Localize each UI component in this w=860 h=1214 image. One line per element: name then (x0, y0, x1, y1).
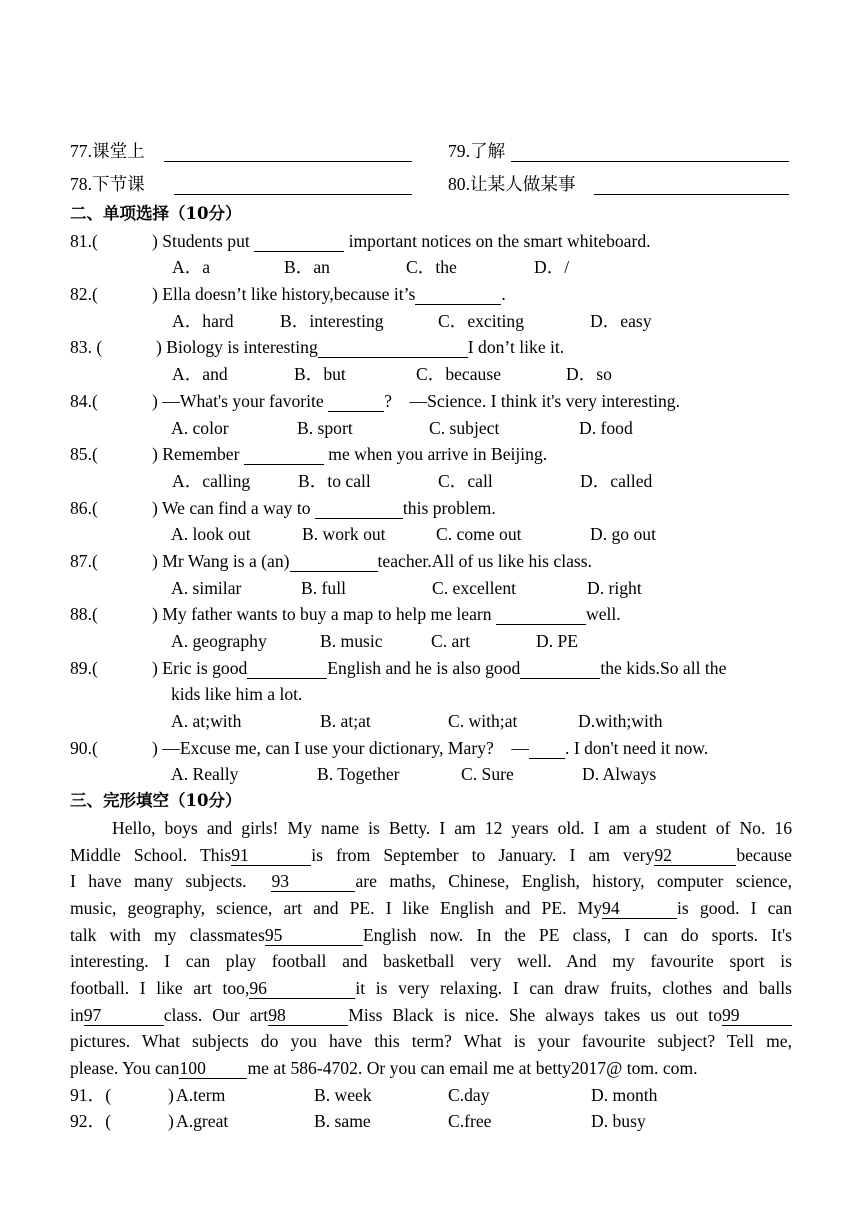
question-86 (70, 495, 792, 522)
answer-paren-close: ) (152, 657, 158, 678)
question-number: 83. ( (70, 337, 103, 358)
answer-blank[interactable] (244, 445, 324, 465)
answer-blank[interactable] (415, 285, 501, 305)
options-90 (70, 761, 792, 788)
option-d[interactable]: D．/ (534, 257, 570, 278)
answer-paren-close: ) (156, 337, 162, 358)
option-d[interactable]: D. go out (590, 524, 656, 545)
answer-blank-79[interactable] (511, 161, 789, 162)
option-c[interactable]: C. excellent (432, 577, 517, 598)
question-text: My father wants to buy a map to help me learn (162, 604, 492, 625)
section-heading-multiple-choice: 二、单项选择（10分） (70, 204, 242, 223)
question-text: teacher.All of us like his class. (377, 550, 593, 571)
passage-line: talk with my classmates95 English now. In the PE class, I can do sports. It's (70, 924, 792, 945)
question-number: 88.( (70, 604, 98, 625)
answer-blank-77[interactable] (164, 161, 412, 162)
option-d[interactable]: D．easy (590, 310, 652, 331)
option-b[interactable]: B. sport (297, 417, 353, 438)
question-text: ? —Science. I think it's very interesting. (384, 390, 680, 411)
question-number: 85.( (70, 444, 98, 465)
option-d[interactable]: D. month (591, 1084, 658, 1105)
options-84 (70, 415, 792, 442)
option-a[interactable]: A. similar (171, 577, 242, 598)
answer-blank[interactable] (254, 232, 344, 252)
options-83 (70, 361, 792, 388)
question-text: kids like him a lot. (171, 684, 303, 705)
question-85 (70, 441, 792, 468)
cloze-blank-91[interactable]: 91 (231, 846, 311, 866)
answer-paren-close: ) (152, 390, 158, 411)
question-text: . I don't need it now. (565, 737, 709, 758)
cloze-blank-98[interactable]: 98 (268, 1006, 348, 1026)
option-d[interactable]: D．called (580, 470, 653, 491)
question-text: English and he is also good (327, 657, 521, 678)
options-89 (70, 708, 792, 735)
option-b[interactable]: B. same (314, 1111, 371, 1132)
option-c[interactable]: C. Sure (461, 764, 514, 785)
option-d[interactable]: D. Always (582, 764, 657, 785)
option-a[interactable]: A．calling (172, 470, 251, 491)
option-a[interactable]: A.term (176, 1084, 226, 1105)
option-a[interactable]: A．hard (172, 310, 234, 331)
question-89 (70, 655, 792, 682)
answer-blank[interactable] (315, 499, 403, 519)
option-d[interactable]: D．so (566, 364, 612, 385)
question-number: 81.( (70, 230, 98, 251)
question-number: 82.( (70, 284, 98, 305)
answer-blank-78[interactable] (174, 194, 412, 195)
option-c[interactable]: C.free (448, 1111, 492, 1132)
options-82 (70, 308, 792, 335)
options-86 (70, 521, 792, 548)
option-a[interactable]: A. look out (171, 524, 251, 545)
question-text: Remember (162, 444, 240, 465)
question-83 (70, 334, 792, 361)
question-text: important notices on the smart whiteboard. (348, 230, 651, 251)
answer-paren-close: ) (152, 497, 158, 518)
question-text: —What's your favorite (162, 390, 324, 411)
question-87 (70, 548, 792, 575)
passage-line: in97 class. Our art98 Miss Black is nice. She always takes us out to99 (70, 1002, 792, 1029)
question-88 (70, 601, 792, 628)
vocab-label-80: 80.让某人做某事 (448, 174, 576, 194)
question-81 (70, 228, 792, 255)
passage-line: music, geography, science, art and PE. I like English and PE. My94 is good. I can (70, 897, 792, 918)
answer-paren-close: ) (152, 284, 158, 305)
cloze-blank-99[interactable]: 99 (722, 1006, 792, 1026)
option-a[interactable]: A．and (172, 364, 228, 385)
question-text: the kids.So all the (600, 657, 727, 678)
cloze-blank-94[interactable]: 94 (602, 899, 677, 919)
option-a[interactable]: A.great (176, 1111, 229, 1132)
option-b[interactable]: B．interesting (280, 310, 384, 331)
cloze-blank-96[interactable]: 96 (249, 979, 355, 999)
option-d[interactable]: D. PE (536, 631, 579, 651)
answer-paren-close: ) (152, 604, 158, 625)
option-b[interactable]: B．but (294, 364, 346, 385)
worksheet-page (70, 135, 792, 1135)
cloze-blank-97[interactable]: 97 (84, 1006, 164, 1026)
option-a[interactable]: A. at;with (171, 711, 242, 732)
option-b[interactable]: B．to call (298, 470, 371, 491)
question-89-continued (70, 681, 792, 708)
question-text: I don’t like it. (467, 337, 565, 358)
cloze-blank-100[interactable]: 100 (179, 1059, 247, 1079)
option-c[interactable]: C. subject (429, 417, 500, 438)
vocab-row-78-80 (70, 168, 792, 201)
answer-blank-1[interactable] (247, 659, 327, 679)
question-number: 90.( (70, 737, 98, 758)
question-number: 87.( (70, 550, 98, 571)
option-b[interactable]: B．an (284, 257, 330, 278)
options-85 (70, 468, 792, 495)
answer-paren-close: ) (168, 1111, 174, 1132)
question-84 (70, 388, 792, 415)
vocab-row-77-79 (70, 135, 792, 168)
question-text: —Excuse me, can I use your dictionary, Mary? — (162, 737, 530, 758)
answer-blank[interactable] (328, 392, 384, 412)
answer-blank[interactable] (290, 552, 378, 572)
question-number: 89.( (70, 657, 98, 678)
option-a[interactable]: A．a (172, 257, 211, 278)
question-text: We can find a way to (161, 497, 311, 518)
question-text: Students put (162, 230, 250, 251)
question-91 (70, 1082, 792, 1109)
option-b[interactable]: B. at;at (320, 711, 371, 732)
option-a[interactable]: A. Really (171, 764, 239, 785)
answer-blank[interactable] (318, 338, 468, 358)
question-number: 91．( (70, 1084, 112, 1105)
question-number: 86.( (70, 497, 98, 518)
answer-paren-close: ) (152, 550, 158, 571)
passage-line: interesting. I can play football and basketball very well. And my favourite sport is (70, 951, 792, 972)
option-b[interactable]: B. week (314, 1084, 372, 1105)
question-92 (70, 1108, 792, 1135)
option-c[interactable]: C．call (438, 470, 493, 491)
option-d[interactable]: D. right (587, 577, 642, 598)
option-b[interactable]: B. music (320, 631, 383, 651)
cloze-blank-95[interactable]: 95 (265, 926, 363, 946)
question-text: Mr Wang is a (an) (162, 550, 290, 571)
option-d[interactable]: D. food (579, 417, 633, 438)
passage-line: I have many subjects. 93 are maths, Chinese, English, history, computer science, (70, 871, 793, 892)
vocab-label-77: 77.课堂上 (70, 141, 145, 161)
options-88 (70, 628, 792, 655)
option-c[interactable]: C．exciting (438, 310, 525, 331)
option-c[interactable]: C. art (431, 631, 471, 651)
option-c[interactable]: C.day (448, 1084, 490, 1105)
option-a[interactable]: A. geography (171, 631, 267, 651)
option-c[interactable]: C. come out (436, 524, 522, 545)
vocab-label-78: 78.下节课 (70, 174, 145, 194)
question-text: Ella doesn’t like history,because it’s (162, 284, 416, 305)
option-b[interactable]: B. Together (317, 764, 400, 785)
passage-line: Middle School. This91 is from September to January. I am very92 because (70, 844, 792, 865)
passage-line: Hello, boys and girls! My name is Betty. I am 12 years old. I am a student of No. 16 (112, 817, 792, 838)
cloze-blank-92[interactable]: 92 (654, 846, 736, 866)
options-87 (70, 575, 792, 602)
option-c[interactable]: C．the (406, 257, 457, 278)
answer-paren-close: ) (168, 1084, 174, 1105)
passage-line: please. You can100 me at 586-4702. Or you can email me at betty2017@ tom. com. (70, 1058, 698, 1078)
question-number: 84.( (70, 390, 98, 411)
option-b[interactable]: B. full (301, 577, 346, 598)
question-text: this problem. (402, 497, 496, 518)
option-c[interactable]: C. with;at (448, 711, 518, 732)
options-81 (70, 254, 792, 281)
option-a[interactable]: A. color (171, 417, 229, 438)
option-d[interactable]: D. busy (591, 1111, 646, 1132)
option-c[interactable]: C．because (416, 364, 502, 385)
question-number: 92．( (70, 1111, 112, 1132)
option-d[interactable]: D.with;with (578, 711, 663, 732)
answer-blank-80[interactable] (594, 194, 789, 195)
passage-line: football. I like art too,96 it is very relaxing. I can draw fruits, clothes and balls (70, 977, 792, 998)
question-90 (70, 735, 792, 762)
option-b[interactable]: B. work out (302, 524, 386, 545)
answer-paren-close: ) (152, 230, 158, 251)
answer-blank[interactable] (496, 605, 586, 625)
cloze-blank-93[interactable]: 93 (271, 872, 355, 892)
question-82 (70, 281, 792, 308)
question-text: . (501, 284, 506, 305)
answer-paren-close: ) (152, 444, 158, 465)
question-text: well. (585, 604, 621, 625)
answer-blank-2[interactable] (520, 659, 600, 679)
passage-line: pictures. What subjects do you have this term? What is your favourite subject? Tell me, (70, 1031, 792, 1052)
vocab-label-79: 79.了解 (448, 141, 506, 161)
answer-paren-close: ) (152, 737, 158, 758)
question-text: me when you arrive in Beijing. (328, 444, 548, 465)
section-heading-cloze: 三、完形填空（10分） (70, 791, 242, 811)
question-text: Eric is good (162, 657, 248, 678)
answer-blank[interactable] (529, 739, 565, 759)
question-text: Biology is interesting (166, 337, 318, 358)
